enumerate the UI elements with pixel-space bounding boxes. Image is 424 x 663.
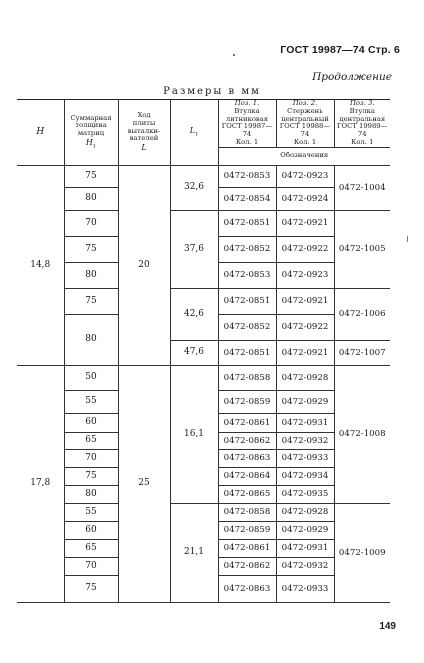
- table-row: [17, 365, 390, 390]
- pos2-cell: 0472-0935: [276, 485, 334, 503]
- h1-cell: 60: [64, 413, 118, 432]
- h1-cell: 60: [64, 521, 118, 539]
- h1-cell: 70: [64, 210, 118, 236]
- pos1-cell: 0472-0851: [218, 288, 276, 314]
- l1-cell: 16,1: [170, 365, 218, 503]
- pos1-cell: 0472-0862: [218, 432, 276, 449]
- h1-cell: 75: [64, 467, 118, 485]
- page-label: Стр.: [367, 44, 391, 56]
- pos3-cell: 0472-1005: [334, 210, 390, 288]
- h1-cell: 70: [64, 557, 118, 575]
- group-l-value: 20: [118, 165, 170, 365]
- pos2-cell: 0472-0931: [276, 539, 334, 557]
- col-l1-header: $L_1$: [170, 100, 218, 166]
- col-h-header: H: [17, 100, 64, 166]
- pos1-cell: 0472-0852: [218, 314, 276, 340]
- pos2-cell: 0472-0922: [276, 236, 334, 262]
- h1-cell: 80: [64, 314, 118, 365]
- h1-cell: 75: [64, 236, 118, 262]
- pos1-cell: 0472-0853: [218, 165, 276, 187]
- h1-cell: 80: [64, 262, 118, 288]
- table-row: [17, 288, 390, 314]
- pos2-cell: 0472-0923: [276, 262, 334, 288]
- pos2-cell: 0472-0934: [276, 467, 334, 485]
- pos2-cell: 0472-0933: [276, 575, 334, 602]
- h1-cell: 70: [64, 449, 118, 467]
- group-l-value: 25: [118, 365, 170, 602]
- h1-cell: 55: [64, 390, 118, 413]
- h1-cell: 65: [64, 539, 118, 557]
- pos2-cell: 0472-0929: [276, 521, 334, 539]
- h1-cell: 80: [64, 187, 118, 210]
- l1-cell: 37,6: [170, 210, 218, 288]
- h1-cell: 50: [64, 365, 118, 390]
- pos2-cell: 0472-0929: [276, 390, 334, 413]
- pos1-cell: 0472-0862: [218, 557, 276, 575]
- pos1-cell: 0472-0854: [218, 187, 276, 210]
- standard-number: ГОСТ 19987—74: [280, 44, 365, 56]
- pos2-cell: 0472-0932: [276, 432, 334, 449]
- table-row: [17, 210, 390, 236]
- pos1-cell: 0472-0864: [218, 467, 276, 485]
- page-header: [280, 44, 400, 56]
- margin-mark: [407, 236, 408, 242]
- pos1-cell: 0472-0859: [218, 521, 276, 539]
- col-h1-header: Суммарная толщина матриц $H_1$: [64, 100, 118, 166]
- table-row: [17, 165, 390, 187]
- pos2-cell: 0472-0931: [276, 413, 334, 432]
- pos2-cell: 0472-0928: [276, 365, 334, 390]
- pos1-cell: 0472-0858: [218, 503, 276, 521]
- pos2-cell: 0472-0928: [276, 503, 334, 521]
- col-pos2-header: Поз. 2. Стержень центральный ГОСТ 19988—74 Кол. 1: [276, 100, 334, 148]
- h1-cell: 75: [64, 575, 118, 602]
- l1-cell: 32,6: [170, 165, 218, 210]
- pos2-cell: 0472-0921: [276, 288, 334, 314]
- pos3-cell: 0472-1007: [334, 340, 390, 365]
- pos3-cell: 0472-1009: [334, 503, 390, 602]
- pos2-cell: 0472-0923: [276, 165, 334, 187]
- continuation-label: Продолжение: [312, 71, 392, 83]
- pos3-cell: 0472-1008: [334, 365, 390, 503]
- table-header-row: [17, 100, 390, 148]
- col-pos3-header: Поз. 3. Втулка центральная ГОСТ 19989—74 Кол. 1: [334, 100, 390, 148]
- header-page-number: 6: [393, 44, 400, 56]
- pos2-cell: 0472-0932: [276, 557, 334, 575]
- pos1-cell: 0472-0865: [218, 485, 276, 503]
- pos1-cell: 0472-0861: [218, 413, 276, 432]
- pos1-cell: 0472-0863: [218, 575, 276, 602]
- pos2-cell: 0472-0933: [276, 449, 334, 467]
- pos1-cell: 0472-0858: [218, 365, 276, 390]
- pos2-cell: 0472-0921: [276, 340, 334, 365]
- col-pos1-header: Поз. 1. Втулка литниковая ГОСТ 19987—74 Кол. 1: [218, 100, 276, 148]
- h1-cell: 75: [64, 165, 118, 187]
- l1-cell: 21,1: [170, 503, 218, 602]
- pos1-cell: 0472-0851: [218, 340, 276, 365]
- pos2-cell: 0472-0922: [276, 314, 334, 340]
- h1-cell: 80: [64, 485, 118, 503]
- dimensions-table: [17, 99, 390, 603]
- pos2-cell: 0472-0924: [276, 187, 334, 210]
- pos1-cell: 0472-0851: [218, 210, 276, 236]
- l1-cell: 42,6: [170, 288, 218, 340]
- pos1-cell: 0472-0863: [218, 449, 276, 467]
- pos3-cell: 0472-1006: [334, 288, 390, 340]
- pos2-cell: 0472-0921: [276, 210, 334, 236]
- pos1-cell: 0472-0853: [218, 262, 276, 288]
- col-l-header: Ход плиты выталки- вателей L: [118, 100, 170, 166]
- group-h-value: 14,8: [17, 165, 64, 365]
- page-number: 149: [379, 621, 396, 632]
- pos1-cell: 0472-0861: [218, 539, 276, 557]
- designation-header: Обозначения: [218, 147, 390, 165]
- pos1-cell: 0472-0859: [218, 390, 276, 413]
- h1-cell: 55: [64, 503, 118, 521]
- units-caption: Размеры в мм: [163, 86, 261, 97]
- group-h-value: 17,8: [17, 365, 64, 602]
- h1-cell: 65: [64, 432, 118, 449]
- l1-cell: 47,6: [170, 340, 218, 365]
- h1-cell: 75: [64, 288, 118, 314]
- speck-mark: [233, 54, 235, 56]
- pos1-cell: 0472-0852: [218, 236, 276, 262]
- table-row: [17, 503, 390, 521]
- pos3-cell: 0472-1004: [334, 165, 390, 210]
